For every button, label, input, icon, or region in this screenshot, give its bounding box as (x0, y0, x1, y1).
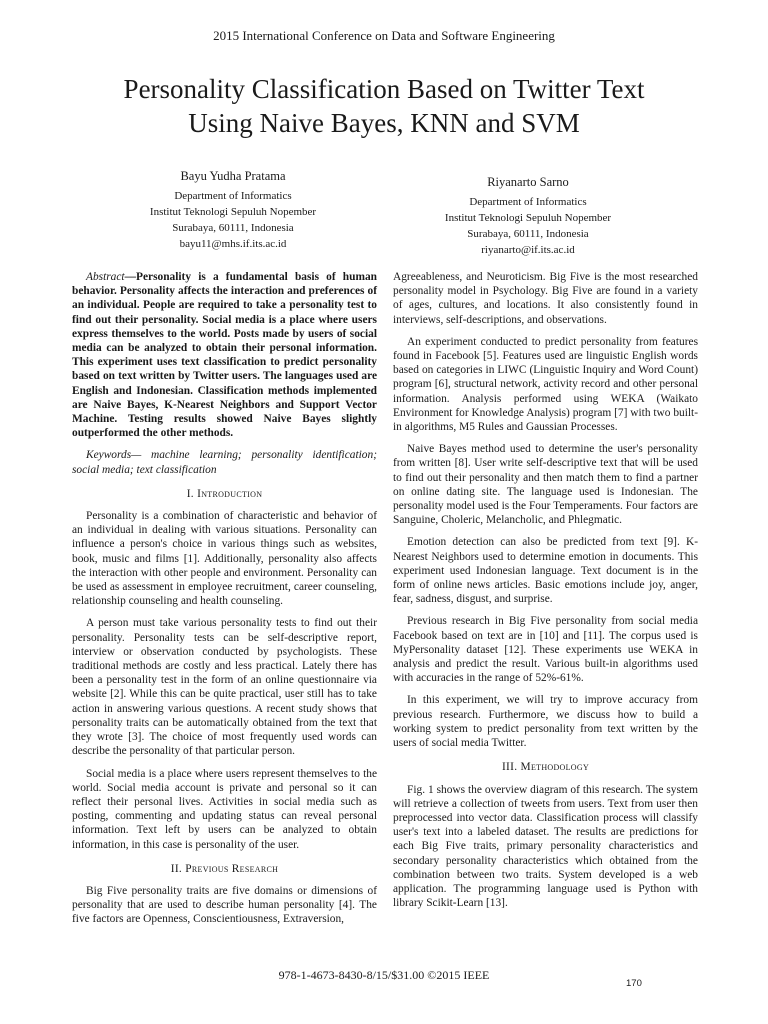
keywords (72, 448, 377, 476)
author-email: riyanarto@if.its.ac.id (481, 244, 575, 256)
paragraph: Fig. 1 shows the overview diagram of this research. The system will retrieve a collection of tweets from users. Text from user then preprocessed into vector data. Classification process will classify user's text into a labeled dataset. The results are predictions for each Big Five traits, primary personality characteristics and secondary personality characteristics which obtained from the combination between two traits. System developed is a web application. The programming language used is Python with library Scikit-Learn [13]. (393, 783, 698, 910)
author-block-1 (83, 168, 383, 252)
paragraph: Social media is a place where users represent themselves to the world. Social media account is private and personal so it can reflect their personal lives. Activities in social media such as posting, commenting and updating status can reveal personal information. Text left by users can be analyzed to obtain information, in this case is personality of the user. (72, 767, 377, 851)
author-block-2 (378, 174, 678, 258)
author-department: Department of Informatics (174, 190, 292, 202)
section-heading-previous-research: II. Previous Research (170, 862, 279, 875)
keywords-label: Keywords (86, 449, 132, 462)
paragraph: Personality is a combination of characteristic and behavior of an individual in dealing with various situations. Personality can influence a person's choice in various things such as websites, book, music and films [1]. Additionally, personality also affects the interaction with other people and environment. Personality can be used as assessment in employee recruitment, career counseling, relationship counseling and health counseling. (72, 510, 377, 608)
author-address: Surabaya, 60111, Indonesia (172, 222, 294, 234)
paragraph: Naive Bayes method used to determine the user's personality from written [8]. User write self-descriptive text that will be used to find out their personality and then match them to find a partner on online dating site. The language used is Indonesian. The personality model used is the Four Temperaments. Four factors are Sanguine, Choleric, Melancholic, and Phlegmatic. (393, 443, 698, 527)
paragraph: Emotion detection can also be predicted from text [9]. K-Nearest Neighbors used to determine emotion in documents. This experiment used Indonesian language. Text document is in the form of online news articles. Basic emotions include joy, anger, fear, sadness, disgust, and surprise. (393, 536, 698, 606)
paper-title-line-2: Using Naive Bayes, KNN and SVM (188, 108, 580, 138)
author-name: Bayu Yudha Pratama (180, 169, 286, 183)
paragraph: An experiment conducted to predict personality from features found in Facebook [5]. Features used are linguistic English words based on categories in LIWC (Linguistic Inquiry and Word Count) program [6], structural network, activity record and other personal information. Analysis performed using WEKA (Waikato Environment for Knowledge Analysis) program [7] with two built-in algorithms, M5 Rules and Gaussian Processes. (393, 335, 698, 434)
page-number: 170 (626, 978, 642, 989)
abstract (72, 270, 377, 440)
section-heading-methodology: III. Methodology (501, 761, 590, 774)
abstract-text: —Personality is a fundamental basis of human behavior. Personality affects the interaction and preferences of an individual. People are required to take a personality test to find out their personality. Social media is a place where users express themselves to the world. Posts made by users of social media can be analyzed to obtain their personal information. This experiment uses text classification to predict personality based on text written by Twitter users. The languages used are English and Indonesian. Classification methods implemented are Naive Bayes, K-Nearest Neighbors and Support Vector Machine. Testing results showed Naive Bayes slightly outperformed the other methods. (72, 271, 377, 440)
paper-title (40, 72, 728, 140)
conference-header: 2015 International Conference on Data and Software Engineering (213, 28, 555, 43)
paragraph: In this experiment, we will try to improve accuracy from previous research. Furthermore, we discuss how to build a working system to predict personality from text written by the users of social media Twitter. (393, 694, 698, 750)
author-institution: Institut Teknologi Sepuluh Nopember (149, 206, 317, 218)
author-email: bayu11@mhs.if.its.ac.id (179, 238, 287, 250)
paragraph-continued: Agreeableness, and Neuroticism. Big Five is the most researched personality model in Psychology. Big Five are found in a variety of ages, cultures, and locations. It also consistently found in interviews, self-descriptions, and observations. (393, 271, 698, 326)
paragraph: A person must take various personality tests to find out their personality. Personality tests can be self-descriptive report, interview or observation conducted by psychologists. These traditional methods are costly and less practical. Lately there has been a personality test in the form of an online questionnaire via website [2]. While this can be quite practical, user still has to take action in answering various questions. A recent study shows that personality traits can be automatically obtained from the text that they wrote [3]. The choice of most frequently used words can describe the personality of that particular person. (72, 617, 377, 758)
paragraph: Big Five personality traits are five domains or dimensions of personality that are used to describe human personality [4]. The five factors are Openness, Conscientiousness, Extraversion, (72, 884, 377, 926)
author-name: Riyanarto Sarno (487, 175, 569, 189)
right-column (393, 270, 698, 918)
author-address: Surabaya, 60111, Indonesia (467, 228, 589, 240)
left-column (72, 270, 377, 935)
keywords-text: — machine learning; personality identification; social media; text classification (72, 449, 377, 476)
section-heading-introduction: I. Introduction (186, 487, 263, 500)
author-institution: Institut Teknologi Sepuluh Nopember (444, 212, 612, 224)
paper-title-line-1: Personality Classification Based on Twitter Text (123, 74, 645, 104)
footer-isbn: 978-1-4673-8430-8/15/$31.00 ©2015 IEEE (278, 968, 490, 982)
abstract-label: Abstract (86, 271, 125, 283)
paragraph: Previous research in Big Five personality from social media Facebook based on text are in [10] and [11]. The corpus used is MyPersonality dataset [12]. These experiments use WEKA in analysis and predict the result. Various built-in algorithms used with accuracies in the range of 52%-61%. (393, 615, 698, 685)
author-department: Department of Informatics (469, 196, 587, 208)
